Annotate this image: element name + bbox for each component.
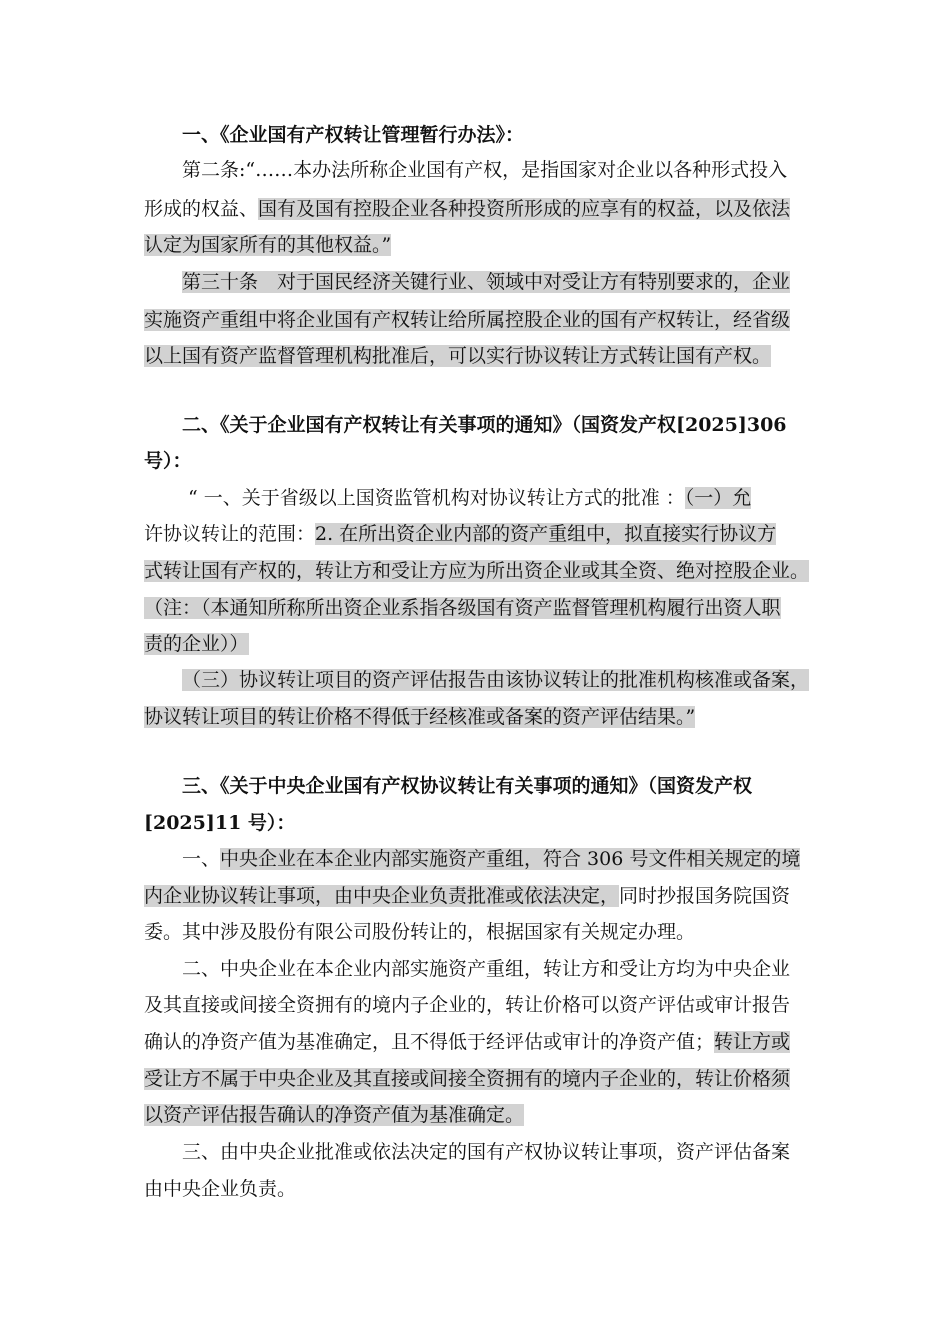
s1-article30-line1 <box>182 268 790 296</box>
s3-p2-line3 <box>144 1028 790 1056</box>
text-span: 确认的净资产值为基准确定，且不得低于经评估或审计的净资产值； <box>144 1031 715 1053</box>
section-2-heading-line1: 二、《关于企业国有产权转让有关事项的通知》（国资发产权[2025]306 <box>182 414 787 436</box>
s3-p3-line2: 由中央企业负责。 <box>144 1178 297 1200</box>
s3-p1-line3: 委。其中涉及股份有限公司股份转让的，根据国家有关规定办理。 <box>144 921 696 943</box>
highlighted-text: 中央企业在本企业内部实施资产重组，符合 306 号文件相关规定的境 <box>220 848 801 870</box>
s3-p2-line4 <box>144 1065 790 1093</box>
s3-p2-line2: 及其直接或间接全资拥有的境内子企业的，转让价格可以资产评估或审计报告 <box>144 994 791 1016</box>
highlighted-text: 转让方或 <box>714 1031 791 1053</box>
highlighted-text: 内企业协议转让事项，由中央企业负责批准或依法决定， <box>144 885 620 907</box>
s2-p2-line2 <box>144 703 695 731</box>
s1-article2-line1: 第二条:“……本办法所称企业国有产权，是指国家对企业以各种形式投入 <box>182 159 788 181</box>
s2-p1-line1 <box>188 484 751 512</box>
text-span: 同时抄报国务院国资 <box>619 885 791 907</box>
s2-p1-line5 <box>144 630 249 658</box>
text-span: 形成的权益、 <box>144 198 259 220</box>
s1-article2-line3 <box>144 231 391 259</box>
highlighted-text: 第三十条 对于国民经济关键行业、领域中对受让方有特别要求的，企业 <box>182 271 791 293</box>
section-1-heading: 一、《企业国有产权转让管理暂行办法》： <box>182 124 525 146</box>
highlighted-text: 责的企业）） <box>144 633 249 655</box>
text-span: 一、 <box>182 848 221 870</box>
section-2-heading-line2: 号）： <box>144 450 192 472</box>
highlighted-text: 协议转让项目的转让价格不得低于经核准或备案的资产评估结果。” <box>144 706 696 728</box>
s1-article2-line2 <box>144 195 790 223</box>
highlighted-text: 实施资产重组中将企业国有产权转让给所属控股企业的国有产权转让，经省级 <box>144 309 791 331</box>
s2-p1-line2 <box>144 520 776 548</box>
highlighted-text: （注：（本通知所称所出资企业系指各级国有资产监督管理机构履行出资人职 <box>144 597 781 619</box>
s3-p1-line1 <box>182 845 800 873</box>
s1-article30-line3 <box>144 342 771 370</box>
text-span: 许协议转让的范围： <box>144 523 316 545</box>
text-span: “ 一、关于省级以上国资监管机构对协议转让方式的批准 ： <box>188 487 685 509</box>
s3-p2-line5 <box>144 1101 524 1129</box>
s2-p2-line1 <box>182 666 809 694</box>
highlighted-text: 2. 在所出资企业内部的资产重组中，拟直接实行协议方 <box>315 523 777 545</box>
section-3-heading-line1: 三、《关于中央企业国有产权协议转让有关事项的通知》（国资发产权 <box>182 775 753 797</box>
s2-p1-line4 <box>144 594 781 622</box>
highlighted-text: 式转让国有产权的，转让方和受让方应为所出资企业或其全资、绝对控股企业。 <box>144 560 810 582</box>
highlighted-text: （一）允 <box>684 487 752 509</box>
s2-p1-line3 <box>144 557 809 585</box>
s3-p3-line1: 三、由中央企业批准或依法决定的国有产权协议转让事项，资产评估备案 <box>182 1141 791 1163</box>
highlighted-text: 以上国有资产监督管理机构批准后，可以实行协议转让方式转让国有产权。 <box>144 345 772 367</box>
section-3-heading-line2: [2025]11 号）： <box>144 812 296 834</box>
highlighted-text: （三）协议转让项目的资产评估报告由该协议转让的批准机构核准或备案， <box>182 669 810 691</box>
s3-p1-line2 <box>144 882 790 910</box>
highlighted-text: 国有及国有控股企业各种投资所形成的应享有的权益，以及依法 <box>258 198 791 220</box>
highlighted-text: 以资产评估报告确认的净资产值为基准确定。 <box>144 1104 525 1126</box>
s3-p2-line1: 二、中央企业在本企业内部实施资产重组，转让方和受让方均为中央企业 <box>182 958 791 980</box>
s1-article30-line2 <box>144 306 790 334</box>
highlighted-text: 受让方不属于中央企业及其直接或间接全资拥有的境内子企业的，转让价格须 <box>144 1068 791 1090</box>
highlighted-text: 认定为国家所有的其他权益。” <box>144 234 392 256</box>
